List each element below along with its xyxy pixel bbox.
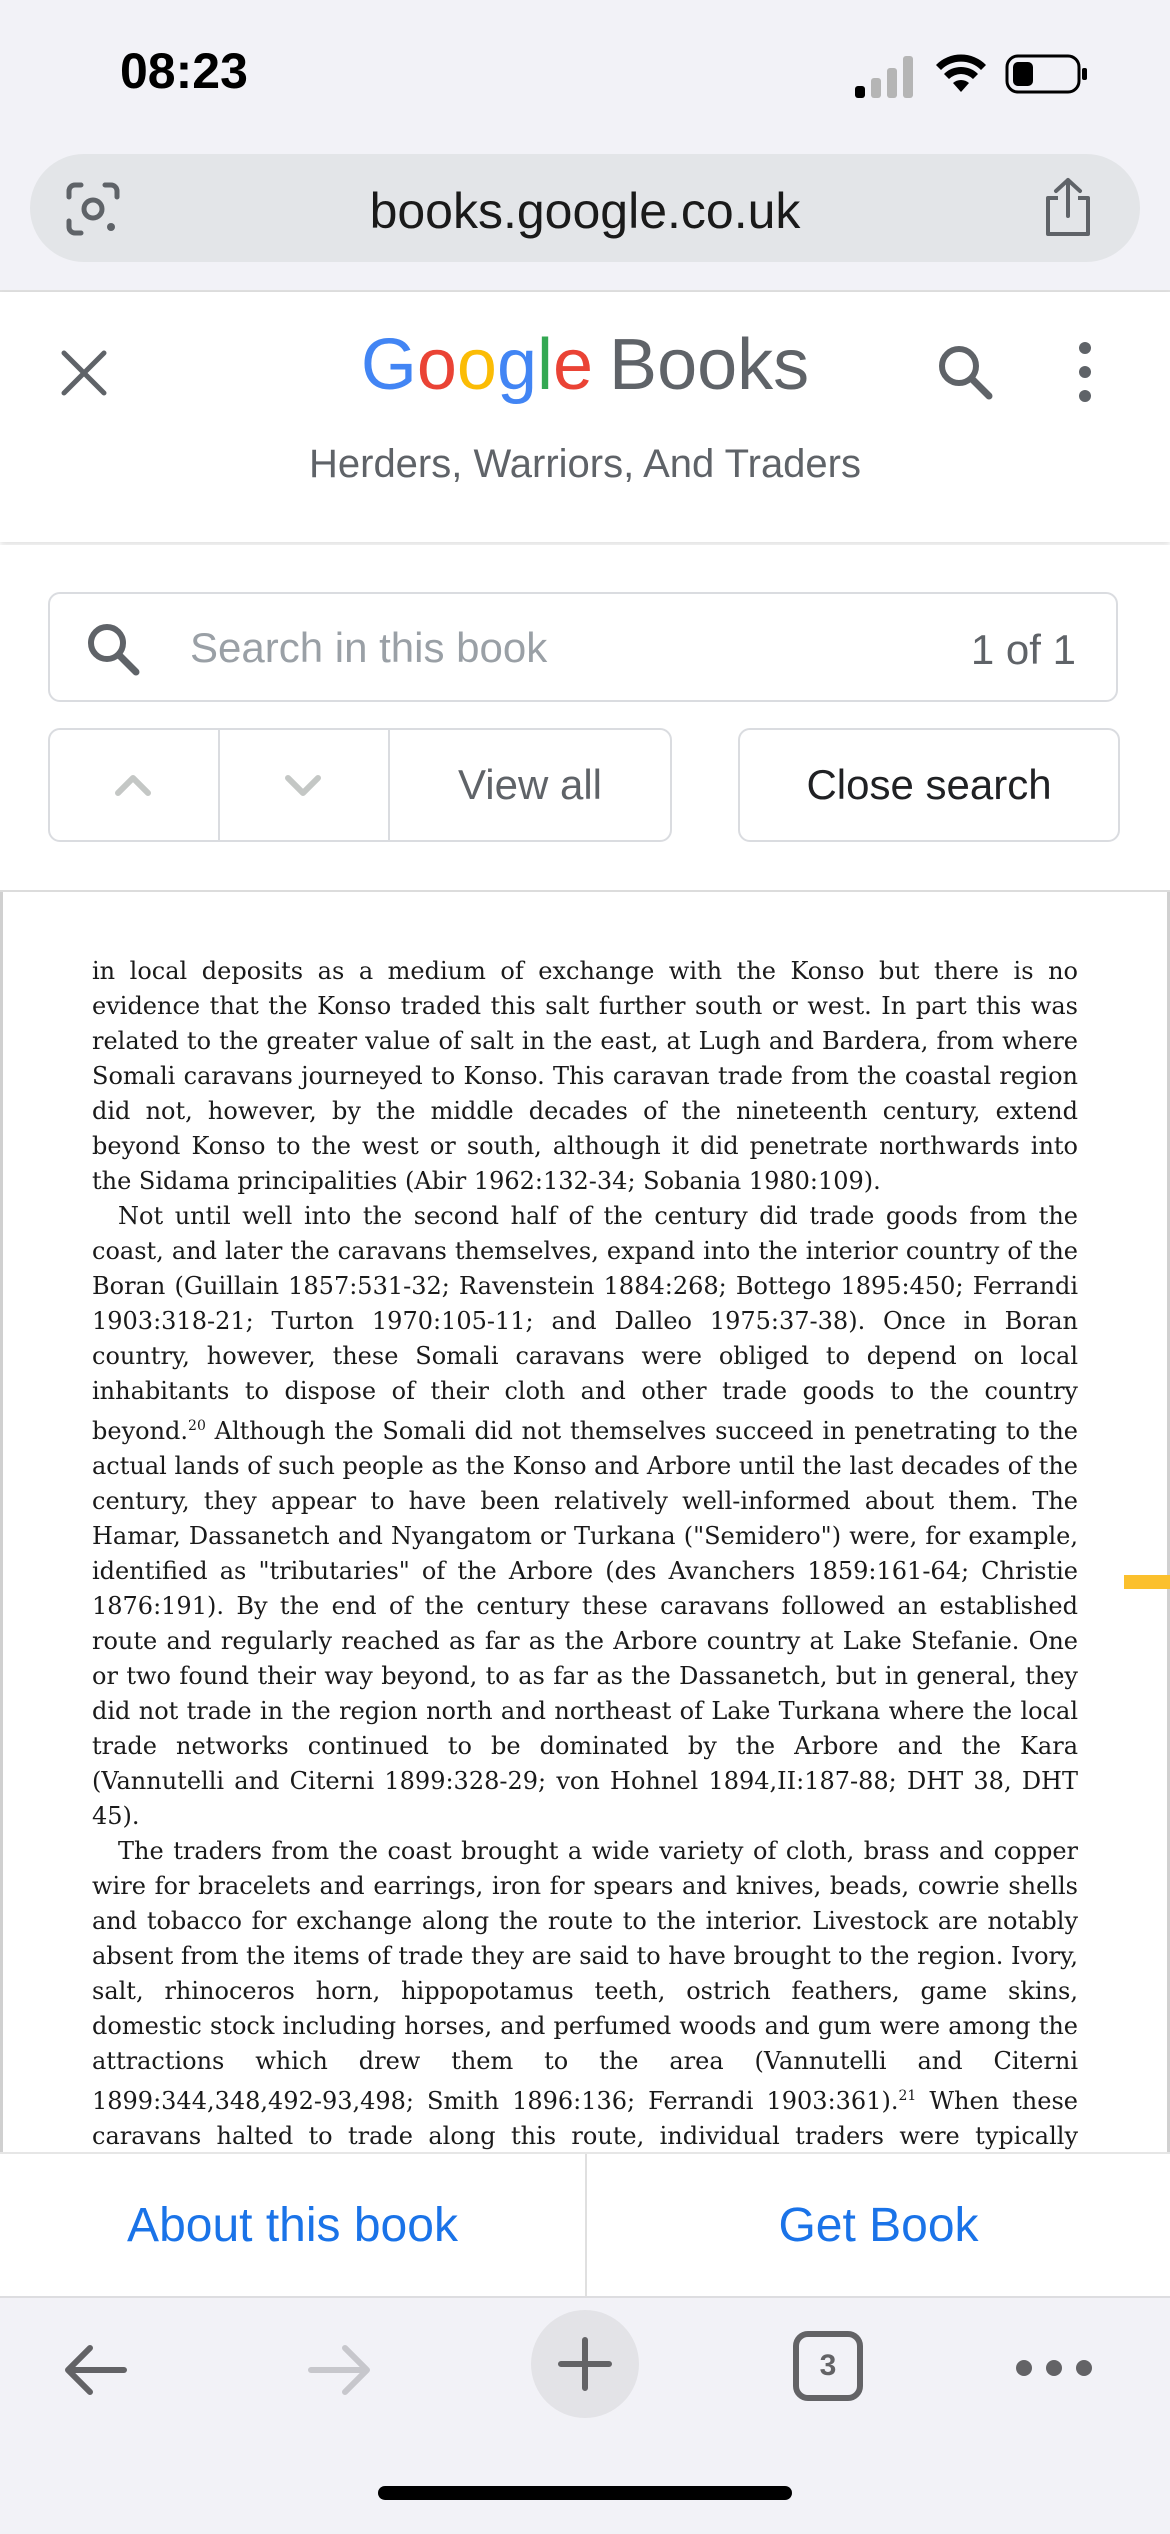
browser-toolbar — [0, 140, 1170, 292]
back-arrow-icon[interactable] — [60, 2340, 130, 2400]
more-vert-icon[interactable] — [1070, 340, 1100, 404]
get-book-button[interactable]: Get Book — [778, 2199, 979, 2252]
url-text[interactable]: books.google.co.uk — [369, 183, 801, 239]
chevron-up-icon — [110, 765, 156, 805]
page-text — [92, 954, 1078, 2152]
paragraph: The traders from the coast brought a wide variety of cloth, brass and copper wire for bracelets and earrings, iron for spears and knives, beads, cowrie shells and tobacco for exchange along the route to the interior. Livestock are notably absent from the items of trade they are said to have brought to the region. Ivory, salt, rhinoceros horn, hippopotamus teeth, ostrich feathers, game skins, domestic stock including horses, and perfumed woods and gum were among the attractions which drew them to the area (Vannutelli and Citerni 1899:344,348,492-93,498; Smith 1896:136; Ferrandi 1903:361).$^{21}$ When these caravans halted to trade along this route, individual traders were typically — [92, 1837, 1078, 2150]
home-indicator[interactable] — [378, 2486, 792, 2500]
google-books-logo: Google Books — [360, 325, 810, 405]
previous-result-button[interactable] — [50, 730, 220, 840]
search-icon — [84, 620, 142, 678]
search-hit-marker[interactable] — [1124, 1575, 1170, 1589]
cellular-signal-icon — [855, 56, 915, 98]
footnote-ref: 21 — [898, 2088, 917, 2104]
tab-count[interactable]: 3 — [819, 2349, 837, 2382]
page-edge-left — [0, 892, 3, 2152]
paragraph: in local deposits as a medium of exchange with the Konso but there is no evidence that the Konso traded this salt further south or west. In part this was related to the greater value of salt in the east, at Lugh and Bardera, from where Somali caravans journeyed to Konso. This caravan trade from the coastal region did not, however, by the middle decades of the nineteenth century, extend beyond Konso to the west or south, although it did penetrate northwards into the Sidama principalities (Abir 1962:132-34; Sobania 1980:109). — [92, 957, 1078, 1195]
status-bar — [0, 0, 1170, 140]
battery-icon — [1005, 52, 1090, 96]
search-input[interactable] — [190, 624, 890, 672]
book-actions-bar — [0, 2152, 1170, 2298]
search-icon[interactable] — [935, 342, 995, 402]
next-result-button[interactable] — [220, 730, 390, 840]
paragraph: Not until well into the second half of the century did trade goods from the coast, and later the caravans themselves, expand into the interior country of the Boran (Guillain 1857:531-32; Ravenstein 1884:268; Bottego 1895:450; Ferrandi 1903:318-21; Turton 1970:105-11; and Dalleo 1975:37-38). Once in Boran country, however, these Somali caravans were obliged to depend on local inhabitants to dispose of their cloth and other trade goods to the country beyond.$^{20}$ Although the Somali did not themselves succeed in penetrating to the actual lands of such people as the Konso and Arbore until the last decades of the century, they appear to have been relatively well-informed about them. The Hamar, Dassanetch and Nyangatom or Turkana ("Semidero") were, for example, identified as "tributaries" of the Arbore (des Avanchers 1859:161-64; Christie 1876:191). By the end of the century these caravans followed an established route and regularly reached as far as the Arbore country at Lake Stefanie. One or two found their way beyond, to as far as the Dassanetch, but in general, they did not trade in the region north and northeast of Lake Turkana where the local trade networks continued to be dominated by the Arbore and the Kara (Vannutelli and Citerni 1899:328-29; von Hohnel 1894,II:187-88; DHT 38, DHT 45). — [92, 1202, 1078, 1830]
book-page[interactable] — [0, 892, 1170, 2152]
result-count: 1 of 1 — [970, 626, 1076, 673]
forward-arrow-icon[interactable] — [305, 2340, 375, 2400]
google-books-header — [0, 292, 1170, 542]
more-horiz-icon[interactable] — [1014, 2356, 1094, 2380]
result-navigation — [48, 728, 672, 842]
search-in-book-panel — [0, 545, 1170, 892]
wifi-icon — [935, 52, 987, 96]
share-icon[interactable] — [1040, 176, 1096, 240]
clock: 08:23 — [120, 43, 248, 99]
footnote-ref: 20 — [188, 1418, 206, 1434]
about-this-book-button[interactable]: About this book — [127, 2199, 458, 2252]
address-bar[interactable] — [30, 154, 1140, 262]
view-all-button[interactable]: View all — [458, 761, 602, 808]
new-tab-button[interactable] — [531, 2310, 639, 2418]
search-box[interactable] — [48, 592, 1118, 702]
chevron-down-icon — [280, 765, 326, 805]
book-title: Herders, Warriors, And Traders — [308, 442, 861, 486]
plus-icon — [557, 2336, 613, 2392]
close-search-button[interactable]: Close search — [738, 728, 1120, 842]
